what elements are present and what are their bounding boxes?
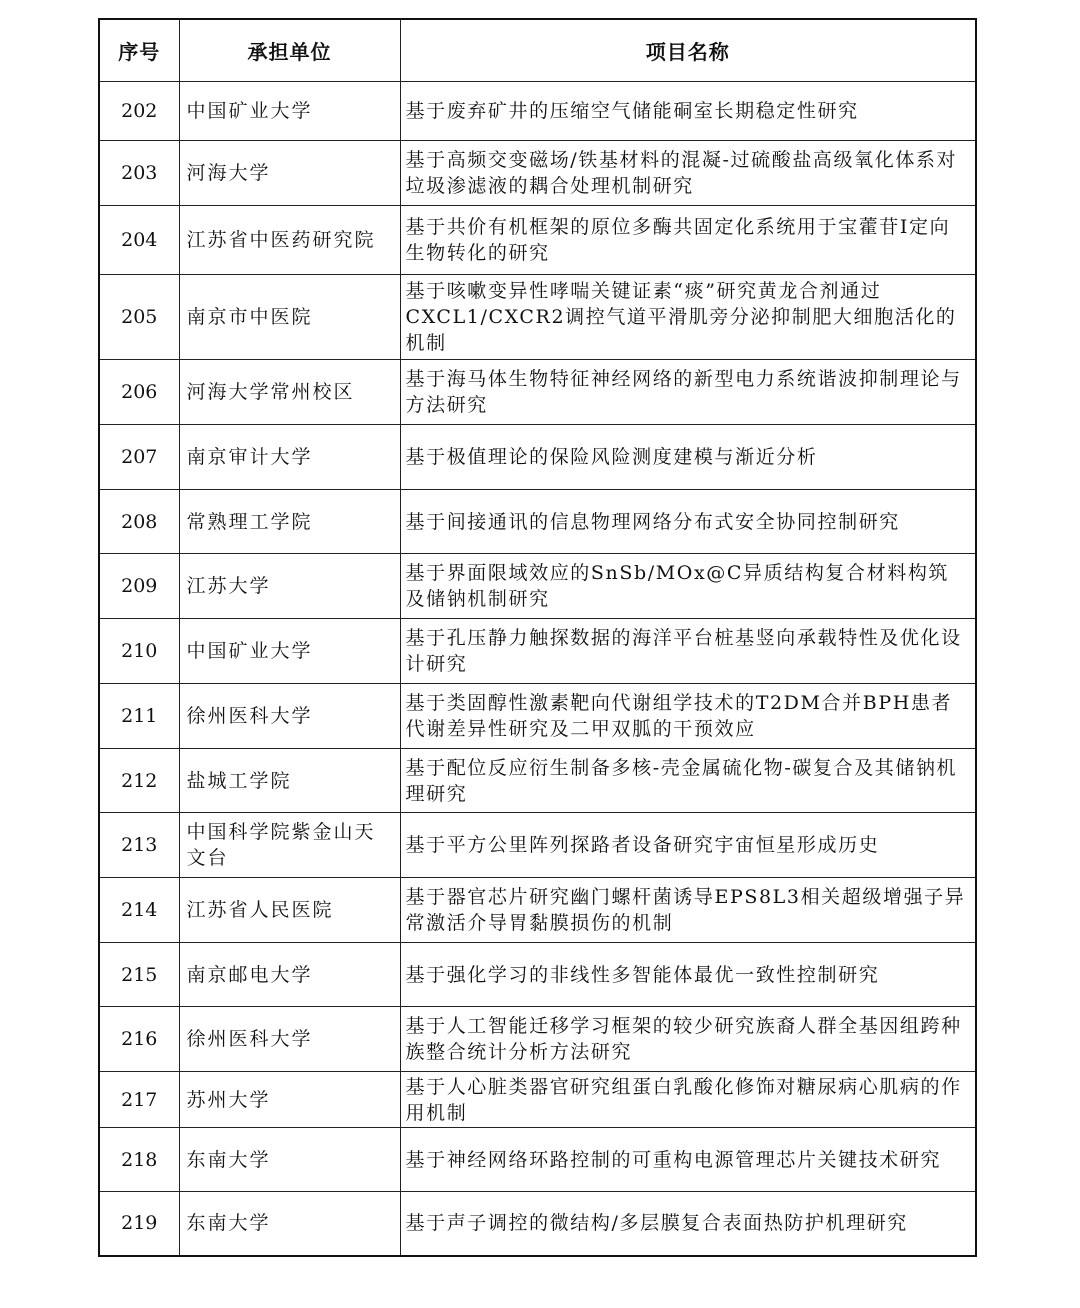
table-row bbox=[99, 275, 976, 360]
row-seq: 202 bbox=[99, 82, 179, 141]
row-unit: 盐城工学院 bbox=[179, 749, 400, 813]
row-seq: 211 bbox=[99, 684, 179, 749]
row-seq: 219 bbox=[99, 1192, 179, 1256]
table-row bbox=[99, 749, 976, 813]
row-project: 基于声子调控的微结构/多层膜复合表面热防护机理研究 bbox=[400, 1192, 976, 1256]
row-unit: 南京邮电大学 bbox=[179, 943, 400, 1007]
row-unit: 江苏大学 bbox=[179, 554, 400, 619]
row-unit: 徐州医科大学 bbox=[179, 1007, 400, 1072]
row-seq: 203 bbox=[99, 141, 179, 206]
row-seq: 213 bbox=[99, 813, 179, 878]
row-unit: 中国矿业大学 bbox=[179, 82, 400, 141]
row-project: 基于废弃矿井的压缩空气储能硐室长期稳定性研究 bbox=[400, 82, 976, 141]
row-seq: 209 bbox=[99, 554, 179, 619]
row-unit: 苏州大学 bbox=[179, 1072, 400, 1128]
row-seq: 207 bbox=[99, 425, 179, 490]
row-unit: 江苏省人民医院 bbox=[179, 878, 400, 943]
row-unit: 南京审计大学 bbox=[179, 425, 400, 490]
row-unit: 河海大学常州校区 bbox=[179, 360, 400, 425]
header-project: 项目名称 bbox=[400, 19, 976, 82]
row-unit: 中国科学院紫金山天文台 bbox=[179, 813, 400, 878]
row-seq: 206 bbox=[99, 360, 179, 425]
table-row bbox=[99, 425, 976, 490]
row-project: 基于强化学习的非线性多智能体最优一致性控制研究 bbox=[400, 943, 976, 1007]
project-table-container bbox=[98, 18, 975, 1257]
header-row bbox=[99, 19, 976, 82]
table-row bbox=[99, 619, 976, 684]
row-seq: 214 bbox=[99, 878, 179, 943]
row-project: 基于孔压静力触探数据的海洋平台桩基竖向承载特性及优化设计研究 bbox=[400, 619, 976, 684]
table-row bbox=[99, 813, 976, 878]
row-unit: 东南大学 bbox=[179, 1128, 400, 1192]
row-unit: 河海大学 bbox=[179, 141, 400, 206]
row-project: 基于极值理论的保险风险测度建模与渐近分析 bbox=[400, 425, 976, 490]
row-unit: 江苏省中医药研究院 bbox=[179, 206, 400, 275]
row-project: 基于间接通讯的信息物理网络分布式安全协同控制研究 bbox=[400, 490, 976, 554]
row-project: 基于人心脏类器官研究组蛋白乳酸化修饰对糖尿病心肌病的作用机制 bbox=[400, 1072, 976, 1128]
project-table bbox=[98, 18, 977, 1257]
row-seq: 204 bbox=[99, 206, 179, 275]
row-project: 基于高频交变磁场/铁基材料的混凝-过硫酸盐高级氧化体系对垃圾渗滤液的耦合处理机制研究 bbox=[400, 141, 976, 206]
table-row bbox=[99, 554, 976, 619]
table-row bbox=[99, 1007, 976, 1072]
header-seq: 序号 bbox=[99, 19, 179, 82]
row-project: 基于类固醇性激素靶向代谢组学技术的T2DM合并BPH患者代谢差异性研究及二甲双胍的干预效应 bbox=[400, 684, 976, 749]
row-seq: 210 bbox=[99, 619, 179, 684]
row-project: 基于器官芯片研究幽门螺杆菌诱导EPS8L3相关超级增强子异常激活介导胃黏膜损伤的机制 bbox=[400, 878, 976, 943]
table-row bbox=[99, 141, 976, 206]
row-unit: 南京市中医院 bbox=[179, 275, 400, 360]
table-row bbox=[99, 1192, 976, 1256]
row-seq: 217 bbox=[99, 1072, 179, 1128]
row-seq: 215 bbox=[99, 943, 179, 1007]
row-seq: 216 bbox=[99, 1007, 179, 1072]
table-row bbox=[99, 943, 976, 1007]
row-seq: 218 bbox=[99, 1128, 179, 1192]
table-row bbox=[99, 684, 976, 749]
row-project: 基于界面限域效应的SnSb/MOx@C异质结构复合材料构筑及储钠机制研究 bbox=[400, 554, 976, 619]
table-row bbox=[99, 878, 976, 943]
row-project: 基于神经网络环路控制的可重构电源管理芯片关键技术研究 bbox=[400, 1128, 976, 1192]
table-row bbox=[99, 206, 976, 275]
row-seq: 212 bbox=[99, 749, 179, 813]
row-unit: 中国矿业大学 bbox=[179, 619, 400, 684]
table-row bbox=[99, 82, 976, 141]
row-unit: 东南大学 bbox=[179, 1192, 400, 1256]
row-project: 基于咳嗽变异性哮喘关键证素“痰”研究黄龙合剂通过CXCL1/CXCR2调控气道平滑肌旁分泌抑制肥大细胞活化的机制 bbox=[400, 275, 976, 360]
table-row bbox=[99, 360, 976, 425]
table-row bbox=[99, 1128, 976, 1192]
row-unit: 徐州医科大学 bbox=[179, 684, 400, 749]
row-project: 基于人工智能迁移学习框架的较少研究族裔人群全基因组跨种族整合统计分析方法研究 bbox=[400, 1007, 976, 1072]
table-row bbox=[99, 490, 976, 554]
row-seq: 208 bbox=[99, 490, 179, 554]
row-unit: 常熟理工学院 bbox=[179, 490, 400, 554]
row-project: 基于配位反应衍生制备多核-壳金属硫化物-碳复合及其储钠机理研究 bbox=[400, 749, 976, 813]
row-project: 基于共价有机框架的原位多酶共固定化系统用于宝藿苷Ⅰ定向生物转化的研究 bbox=[400, 206, 976, 275]
header-unit: 承担单位 bbox=[179, 19, 400, 82]
row-project: 基于平方公里阵列探路者设备研究宇宙恒星形成历史 bbox=[400, 813, 976, 878]
table-row bbox=[99, 1072, 976, 1128]
row-seq: 205 bbox=[99, 275, 179, 360]
row-project: 基于海马体生物特征神经网络的新型电力系统谐波抑制理论与方法研究 bbox=[400, 360, 976, 425]
